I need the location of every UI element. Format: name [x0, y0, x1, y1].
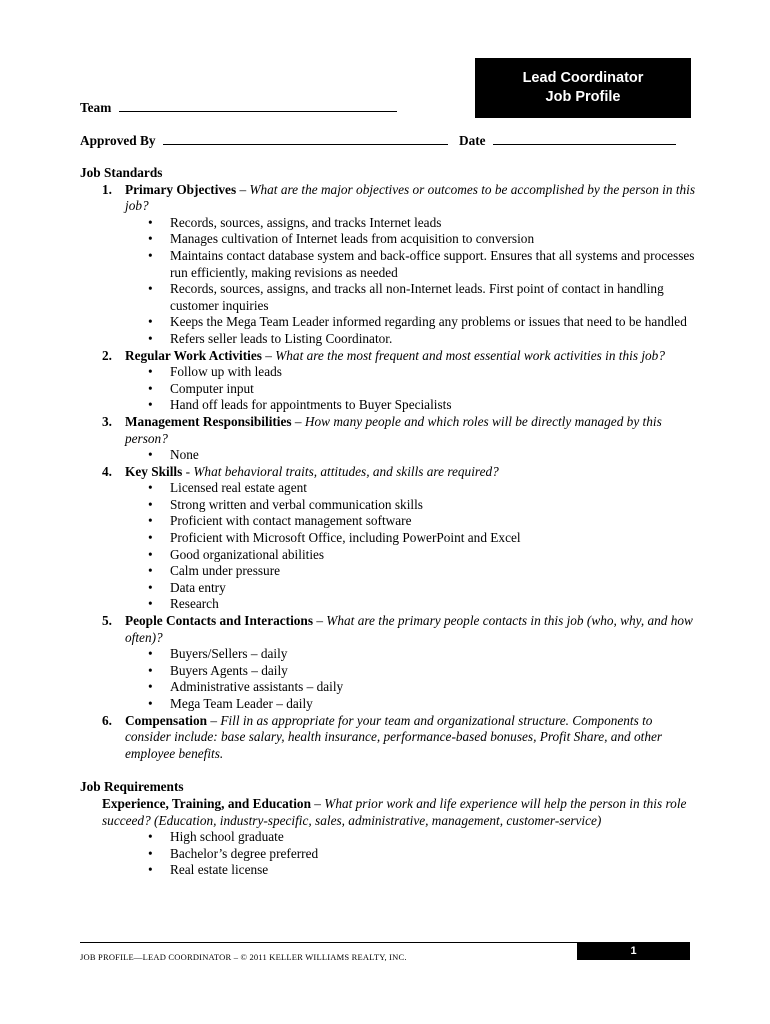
list-item: • Maintains contact database system and back-office support. Ensures that all systems and processes run efficiently, making revisions as needed: [170, 248, 700, 281]
approved-field: [80, 132, 448, 150]
list-item: • Refers seller leads to Listing Coordinator.: [170, 331, 700, 348]
standard-section: [80, 182, 700, 215]
list-item: • Records, sources, assigns, and tracks Internet leads: [170, 215, 700, 232]
requirements-title: Experience, Training, and Education: [102, 795, 311, 811]
section-number: 5.: [102, 613, 112, 629]
list-item: • Research: [170, 596, 700, 613]
section-number: 2.: [102, 347, 112, 363]
title-box: [475, 58, 691, 118]
section-bullet-list: [80, 447, 700, 464]
standard-section: [80, 348, 700, 365]
list-item: • Manages cultivation of Internet leads from acquisition to conversion: [170, 231, 700, 248]
section-title: Management Responsibilities: [125, 413, 292, 429]
section-title: Compensation: [125, 712, 208, 728]
section-title: People Contacts and Interactions: [125, 613, 313, 629]
requirements-block: [80, 796, 700, 829]
job-standards-heading: Job Standards: [80, 165, 163, 180]
approved-line[interactable]: [163, 132, 448, 145]
title-line-2: Job Profile: [545, 89, 621, 105]
list-item: • Records, sources, assigns, and tracks all non-Internet leads. First point of contact in handling customer inquiries: [170, 281, 700, 314]
section-number: 4.: [102, 463, 112, 479]
list-item: • Administrative assistants – daily: [170, 679, 700, 696]
standard-section: [80, 613, 700, 646]
section-title: Key Skills: [125, 463, 183, 479]
section-question: What are the most frequent and most essential work activities in this job?: [275, 347, 665, 363]
section-bullet-list: [80, 480, 700, 613]
job-requirements-heading: Job Requirements: [80, 779, 184, 795]
list-item: • Calm under pressure: [170, 563, 700, 580]
section-question: What are the primary people contacts in this job (who, why, and how often)?: [125, 613, 693, 645]
list-item: • Bachelor’s degree preferred: [170, 846, 700, 863]
date-label: Date: [459, 133, 486, 148]
section-sep: –: [236, 181, 250, 197]
section-number: 6.: [102, 712, 112, 728]
list-item: • Licensed real estate agent: [170, 480, 700, 497]
section-question: What behavioral traits, attitudes, and skills are required?: [193, 463, 499, 479]
section-bullet-list: [80, 215, 700, 348]
section-number: 3.: [102, 413, 112, 429]
list-item: • Follow up with leads: [170, 364, 700, 381]
list-item: • Mega Team Leader – daily: [170, 696, 700, 713]
list-item: • Hand off leads for appointments to Buyer Specialists: [170, 397, 700, 414]
standard-section: [80, 414, 700, 447]
section-bullet-list: [80, 364, 700, 414]
date-line[interactable]: [493, 132, 676, 145]
footer-text: JOB PROFILE—LEAD COORDINATOR – © 2011 KELLER WILLIAMS REALTY, INC.: [80, 952, 407, 962]
page-number: 1: [577, 942, 690, 960]
title-line-1: Lead Coordinator: [522, 70, 644, 86]
list-item: • Real estate license: [170, 862, 700, 879]
list-item: • Good organizational abilities: [170, 547, 700, 564]
requirements-list: [80, 829, 700, 879]
list-item: • Proficient with contact management software: [170, 513, 700, 530]
list-item: • Keeps the Mega Team Leader informed regarding any problems or issues that need to be handled: [170, 314, 700, 331]
standards-sections: [80, 182, 700, 763]
team-line[interactable]: [119, 99, 397, 112]
section-question: What are the major objectives or outcomes to be accomplished by the person in this job?: [125, 181, 696, 214]
list-item: • Buyers/Sellers – daily: [170, 646, 700, 663]
section-sep: –: [207, 712, 221, 728]
section-title: Primary Objectives: [125, 181, 237, 197]
section-bullet-list: [80, 646, 700, 712]
section-sep: –: [261, 347, 276, 363]
section-sep: –: [313, 613, 327, 629]
requirements-question: What prior work and life experience will help the person in this role succeed? (Education, industry-specific, sales, administrative, management, customer-service): [102, 795, 687, 828]
list-item: • Data entry: [170, 580, 700, 597]
team-field: [80, 99, 397, 117]
approved-label: Approved By: [80, 133, 156, 148]
section-question: How many people and which roles will be directly managed by this person?: [125, 413, 662, 446]
list-item: • Buyers Agents – daily: [170, 663, 700, 680]
list-item: • Computer input: [170, 381, 700, 398]
list-item: • Proficient with Microsoft Office, including PowerPoint and Excel: [170, 530, 700, 547]
list-item: • High school graduate: [170, 829, 700, 846]
list-item: • Strong written and verbal communication skills: [170, 497, 700, 514]
section-gap: [80, 762, 700, 779]
list-item: • None: [170, 447, 700, 464]
section-title: Regular Work Activities: [125, 347, 262, 363]
section-sep: –: [291, 413, 305, 429]
section-question: Fill in as appropriate for your team and organizational structure. Components to consider include: base salary, health insurance, performance-based bonuses, Profit Share, and other employee benefits.: [125, 712, 663, 761]
standard-section: [80, 464, 700, 481]
section-number: 1.: [102, 181, 112, 197]
date-field: [459, 132, 676, 150]
requirements-sep: –: [310, 795, 325, 811]
job-profile-body: [80, 165, 700, 879]
standard-section: [80, 713, 700, 763]
section-sep: -: [182, 463, 194, 479]
team-label: Team: [80, 100, 112, 115]
